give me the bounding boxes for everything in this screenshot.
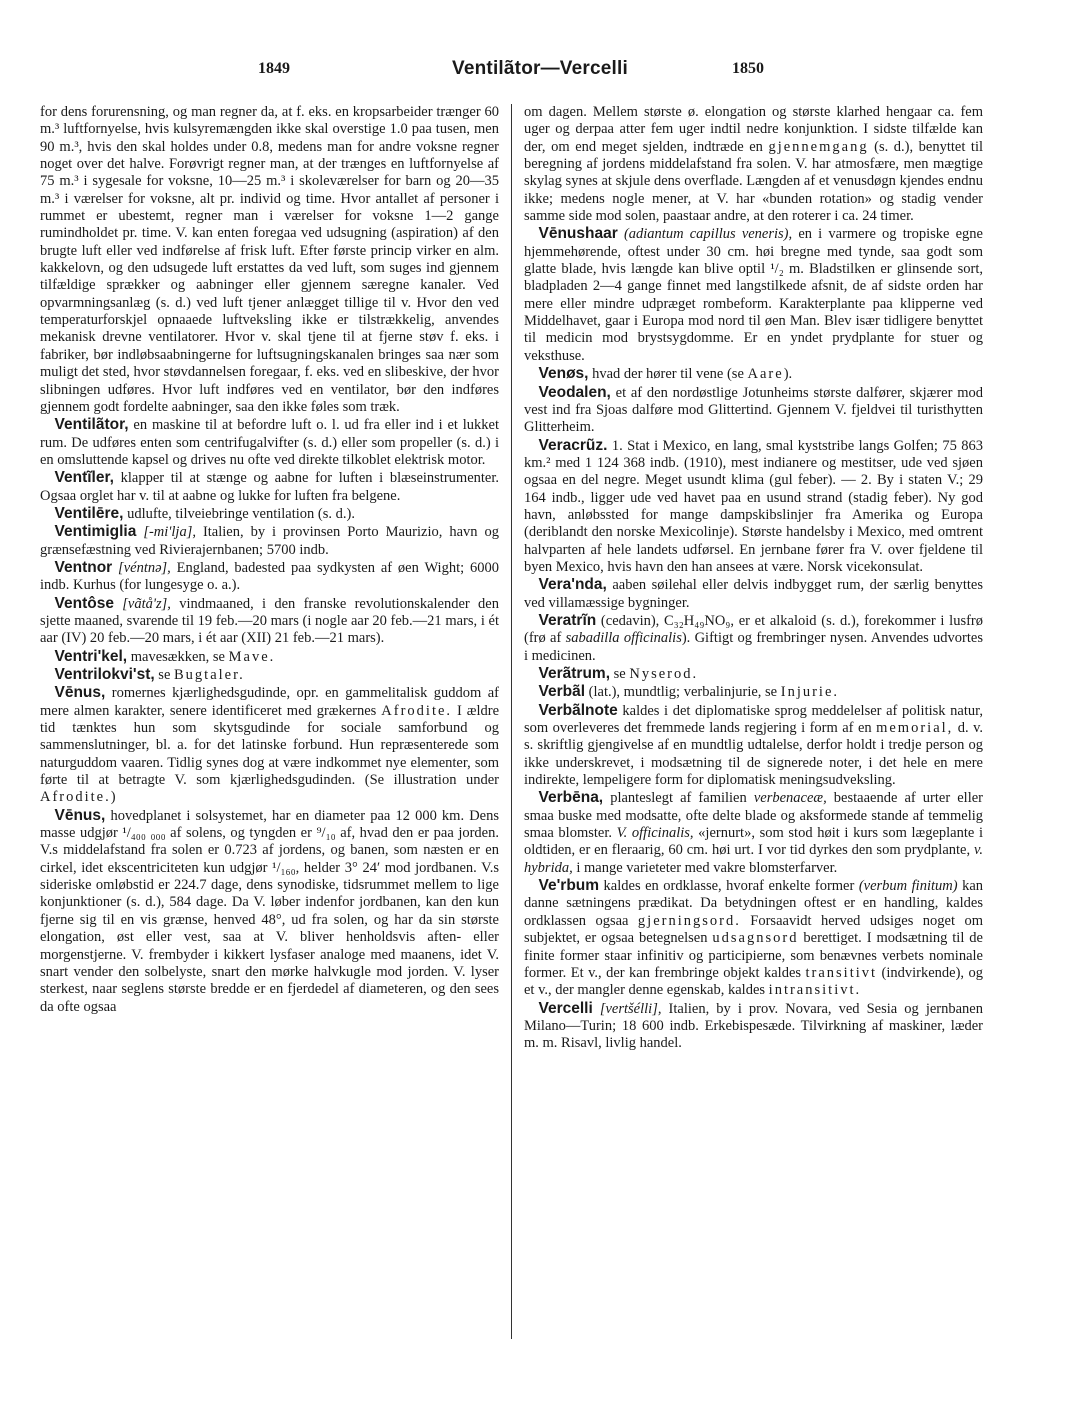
- entry-text: et af den nordøstlige Jotunheims største dalfører, skjærer mod vest ind fra Sjoas dalføre mod Glittertind. Gjennem V. fjeldvei til turisthytten Glitterheim.: [524, 384, 983, 436]
- cross-reference: gjerningsord.: [637, 912, 741, 929]
- latin-name: v. hybrida,: [524, 842, 983, 876]
- entry-venus-planet-continued: [524, 104, 983, 225]
- entry-text: 1. Stat i Mexico, en lang, smal kyststribe langs Golfen; 75 863 km.² med 1 124 368 indb. (1910), mest indianere og mestitser, ude ved sjøen ogsaa en del negre. Meget usundt klima (gul feber). — 2. By i staten V.; 29 164 indb., ligger ude ved havet paa en usund strand (stadig feber). Ny god havn, anløbssted for mange dampskibslinjer fra Amerika og Europa (deriblandt den norske Mexicolinje). Største handelsby i Mexico, med omtrent halvparten af hele landets udførsel. En jernbane fører fra V. over fjeldene til byen Mexico, hvis havn den han ansees at være. Norsk vicekonsulat.: [524, 437, 983, 575]
- pronunciation: [vertšélli],: [592, 1000, 662, 1017]
- entry-text: (lat.), mundtlig; verbalinjurie, se: [585, 684, 781, 701]
- entry-text: hvad der hører til vene (se: [588, 366, 748, 383]
- entry-text: (s. d.), benyttet til beregning af jordens middelafstand fra solen. V. har atmosfære, men mægtige skylag synes at skjule dens overflade. Længden af et venusdøgn kjendes endnu ikke; medens nogle mener, at V. har «bunden rotation» og stadig vender samme side mod solen, paastaar andre, at den roterer i ca. 24 timer.: [524, 138, 984, 225]
- headword-veratrin: Veratrĩn: [538, 611, 597, 629]
- pronunciation: [véntnə],: [112, 559, 171, 576]
- entry-text: se: [154, 667, 175, 683]
- cross-reference: intransitivt.: [768, 982, 862, 999]
- entry-text: i mange varieteter med vakre blomsterfarver.: [572, 859, 838, 876]
- entry-venus-goddess: [40, 684, 499, 806]
- entry-text: Italien, by i provinsen Porto Maurizio, havn og grænsefæstning ved Rivierajernbanen; 5700 indb.: [40, 524, 499, 558]
- headword-ventimiglia: Ventimiglia: [54, 523, 137, 541]
- cross-reference: Nyserod.: [629, 666, 699, 682]
- entry-text: Forsaavidt herved udsiges noget om subjektet, er ogsaa betegnelsen: [524, 912, 983, 947]
- latin-name: (adiantum capillus veneris),: [617, 226, 793, 243]
- cross-reference: Afrodite.: [381, 702, 453, 719]
- entry-ventiler: [40, 469, 499, 505]
- entry-text: mavesækken, se: [127, 648, 229, 665]
- left-page-number: 1849: [258, 60, 290, 77]
- entry-text: berettiget. I modsætning til de finite former staar infinitiv og participierne, som benævnes verbets nominale former. Et v., der kan frembringe objekt kaldes: [524, 930, 983, 981]
- entry-text: kan danne sætningens prædikat. Da betydningen oftest er en handling, kaldes ordklassen ogsaa: [524, 878, 983, 929]
- entry-text: klapper til at stænge og aabne for luften i blæseinstrumenter. Ogsaa orglet har v. til at aabne og lukke for luften fra belgene.: [40, 470, 499, 504]
- entry-text: I ældre tid tænktes hun som skytsgudinde for sociale samforbund og sammenslutninger, bl. a. for det latinske forbund. Hun repræsenterede som naturguddom vaaren. Tidlig synes dog at være indkommet nye elementer, som førte til at betragte V. som kjærlighedsgudinden. (Se illustration under: [40, 702, 500, 789]
- headword-verbum: Ve'rbum: [538, 877, 600, 895]
- left-column: [40, 104, 499, 1016]
- entry-veranda: [524, 576, 983, 612]
- entry-text: en maskine til at befordre luft o. l. ud fra eller ind i et lukket rum. De udføres enten som centrifugalvifter (s. d.) eller som propeller (s. d.) i en omsluttende kapsel og drives nu ofte ved direkte tilkoblet elektrisk motor.: [40, 417, 499, 468]
- entry-text: bestaaende af urter eller smaa buske med modsatte, ofte delte blade og aksformede stande af temmelig smaa blomster.: [524, 790, 983, 842]
- column-divider: [511, 104, 512, 1339]
- entry-text: vindmaaned, i den franske revolutionskalender den sjette maaned, svarende til 19 feb.—20 mars (i nogle aar 20 feb.—21 mars, i ét aar (IV) 20 feb.—20 mars, i ét aar (XII) 21 feb.—21 mars).: [40, 595, 499, 647]
- entry-text: aaben søilehal eller delvis indbygget rum, der særlig benyttes ved villamæssige bygninger.: [524, 577, 983, 611]
- entry-veratrum: [524, 665, 983, 683]
- entry-venus-planet: [40, 807, 499, 1016]
- cross-reference: Mave.: [228, 648, 276, 665]
- entry-text: se: [610, 666, 630, 682]
- entry-veracruz: [524, 437, 983, 577]
- cross-reference: gjennemgang: [768, 138, 869, 155]
- headword-verbena: Verbēna,: [538, 789, 604, 807]
- entry-text: kaldes en ordklasse, hvoraf enkelte former: [599, 878, 859, 895]
- cross-reference: Afrodite.): [40, 789, 118, 806]
- running-title: Ventilãtor—Vercelli: [452, 58, 628, 79]
- entry-ventrikel: [40, 648, 499, 666]
- entry-text: (cedavin), C₃₂H₄₉NO₉, er et alkaloid (s. d.), forekommer i lusfrø (frø af: [524, 612, 983, 647]
- entry-verbum: [524, 877, 983, 999]
- headword-ventrikel: Ventri'kel,: [54, 647, 128, 665]
- headword-ventilere: Ventilēre,: [54, 504, 124, 522]
- entry-text: (indvirkende), og et v., der mangler denne egenskab, kaldes: [524, 964, 983, 999]
- entry-venushaar: [524, 225, 983, 365]
- entry-veodalen: [524, 384, 983, 437]
- entry-text: hovedplanet i solsystemet, har en diameter paa 12 000 km. Dens masse udgjør ¹/₄₀₀ ₀₀₀ af solens, og tyngden er ⁹/₁₀ af, hvad den er paa jorden. V.s middelafstand fra solen er 0.723 af jordens, og banen, som næsten er en cirkel, idet ekscentriciteten kun udgjør ¹/₁₆₀, helder 3° 24′ mod jordbanen. V.s sideriske omløbstid er 224.7 dage, dens synodiske, tidsrummet mellem to lige konjunktioner (s. d.), 584 dage. Da V. løber indenfor jordbanen, kan den kun fjerne sig til en vis grænse, henved 48°, ud fra solen, og har da sin største elongation, øst eller vest, saa at V. bliver henholdsvis aften- eller morgenstjerne. V. frembyder i kikkert lysfaser analoge med maanens, idet V. snart vender den solbelyste, snart den mørke halvkugle mod jorden. V. lyser sterkest, naar seglens største bredde er en fjerdedel af diameteren, og den sees da ofte ogsaa: [40, 807, 499, 1015]
- entry-text: planteslegt af familien: [603, 790, 754, 807]
- entry-ventilation-continued: for dens forurensning, og man regner da, at f. eks. en kropsarbeider trænger 60 m.³ luftfornyelse, hvis kulsyremængden ikke skal overstige 1.0 paa tusen, men 90 m.³, hvis den skal holdes under 0.8, medens man for andre voksne regner noget over det halve. Forøvrigt regner man, at der trænges en luftfornyelse af 75 m.³ i sygesale for voksne, 10—25 m.³ i skoleværelser for barn og 20—35 m.³ i værelser for voksne, alt pr. individ og time. Hvor antallet af personer i rummet er ubestemt, regner man i værelser for voksne 1—2 gange rumindholdet pr. time. V. kan enten foregaa ved udsugning (aspiration) af den brugte luft eller ved indførelse af frisk luft. Efter første princip virker en alm. kakkelovn, og den udsugede luft erstattes da ved luft, som suges ind gjennem tilfældige sprækker og aabninger eller gjennem særegne kanaler. Ved opvarmningsanlæg (s. d.) ved luft tjener anlægget tillige til v. Hvor den ved temperaturforskjel opnaaede luftveksling ikke er tilstrækkelig, anvendes mekanisk drevne ventilatorer. Hvor v. skal tjene til at fjerne støv f. eks. i fabriker, bør indløbsaabningerne for luftsugningskanalen bringes saa nær som muligt det sted, hvor støvdannelsen foregaar, f. eks. ved en slibeskive, der hvor slibningen udføres. Hvor luft indføres ved en ventilator, bør den indføres gjennem godt fordelte aabninger, saa den ikke føles som træk.: [40, 104, 499, 415]
- entry-verbal: [524, 683, 983, 701]
- entry-text: d. v. s. skriftlig gjengivelse af en mundtlig udtalelse, derfor holdt i tredje person og ikke underskrevet, i modsætning til de signerede noter, i det hele en mere indirekte, lempeligere form for diplomatisk meningsudveksling.: [524, 720, 984, 789]
- entry-text: en i varmere og tropiske egne hjemmehørende, oftest under 30 cm. høi bregne med tynde, saa godt som glatte blade, hvis længde kan blive optil ¹/₂ m. Bladstilken er glinsende sort, bladpladen 2—4 gange finnet med langstilkede afsnit, de af sidste orden har mere eller mindre udpræget rombeform. Karakterplante paa klipperne ved Middelhavet, gaar i Europa mod nord til øen Man. Blev især tidligere benyttet til medicin mod brystsygdomme. Er en yndet prydplante for stuer og veksthuse.: [524, 226, 983, 364]
- headword-ventilator: Ventilãtor,: [54, 416, 129, 434]
- entry-veratrin: [524, 612, 983, 665]
- cross-reference: udsagnsord: [712, 930, 799, 947]
- headword-veranda: Vera'nda,: [538, 576, 607, 594]
- cross-reference: memorial,: [876, 720, 954, 737]
- cross-reference: Injurie.: [780, 684, 840, 701]
- entry-ventimiglia: [40, 523, 499, 559]
- latin-name: V. officinalis,: [616, 825, 694, 842]
- headword-venus: Vēnus,: [54, 684, 106, 702]
- headword-ventose: Ventôse: [54, 594, 114, 612]
- entry-ventrilokvist: [40, 666, 499, 684]
- entry-text: «jernurt», som stod høit i kurs som lægeplante i oldtiden, er en fleraarig, 60 cm. høi urt. I vor tid dyrkes den som prydplante,: [524, 825, 983, 859]
- headword-veratrum: Verãtrum,: [538, 665, 611, 682]
- cross-reference: Bugtaler.: [174, 667, 245, 683]
- right-page-number: 1850: [732, 60, 764, 77]
- headword-veodalen: Veodalen,: [538, 383, 611, 401]
- pronunciation: [-mi'lja],: [136, 524, 196, 541]
- entry-verbalnote: [524, 702, 983, 790]
- entry-venos: [524, 365, 983, 383]
- entry-text: ). Giftigt og frembringer nysen. Anvendes udvortes i medicinen.: [524, 630, 983, 664]
- entry-vercelli: [524, 1000, 983, 1053]
- latin-name: verbenaceæ,: [753, 790, 827, 807]
- latin-name: (verbum finitum): [858, 878, 958, 895]
- entry-verbena: [524, 789, 983, 877]
- entry-text: ).: [783, 366, 793, 383]
- pronunciation: [vãtå'z],: [113, 595, 171, 612]
- entry-ventilator: [40, 416, 499, 469]
- headword-ventiler: Ventĩler,: [54, 469, 114, 487]
- entry-ventnor: [40, 559, 499, 595]
- entry-ventose: [40, 595, 499, 648]
- entry-text: kaldes i det diplomatiske sprog meddelelser af politisk natur, som overleveres det fremmede lands regjering i form af en: [524, 702, 983, 737]
- headword-venos: Venøs,: [538, 365, 589, 383]
- right-column: [524, 104, 983, 1053]
- headword-ventrilokvist: Ventrilokvi'st,: [54, 666, 155, 683]
- page-header: [0, 58, 1080, 88]
- entry-text: romernes kjærlighedsgudinde, opr. en gammelitalisk guddom af mere almen karakter, senere identificeret med grækernes: [40, 685, 499, 719]
- headword-venus: Vēnus,: [54, 806, 106, 824]
- headword-ventnor: Ventnor: [54, 558, 113, 576]
- entry-text: England, badested paa sydkysten af øen Wight; 6000 indb. Kurhus (for lungesyge o. a.).: [40, 559, 499, 594]
- entry-text: udlufte, tilveiebringe ventilation (s. d.).: [123, 505, 355, 522]
- cross-reference: transitivt: [805, 964, 878, 981]
- headword-vercelli: Vercelli: [538, 999, 593, 1017]
- headword-veracruz: Veracrũz.: [538, 436, 608, 454]
- entry-ventilere: [40, 505, 499, 523]
- headword-venushaar: Vēnushaar: [538, 225, 618, 243]
- latin-name: sabadilla officinalis: [565, 630, 682, 647]
- entry-text: Italien, by i prov. Novara, ved Sesia og jernbanen Milano—Turin; 18 600 indb. Erkebispesæde. Tilvirkning af maskiner, læder m. m. Risavl, livlig handel.: [524, 1000, 983, 1052]
- cross-reference: Aare: [747, 366, 784, 383]
- headword-verbal: Verbãl: [538, 683, 586, 701]
- entry-text: om dagen. Mellem største ø. elongation og største klarhed hengaar ca. fem uger og derpaa atter fem uger indtil nedre konjunktion. I sidste tilfælde kan der, om end meget sjelden, indtræde en: [524, 104, 983, 155]
- headword-verbalnote: Verbãlnote: [538, 701, 618, 719]
